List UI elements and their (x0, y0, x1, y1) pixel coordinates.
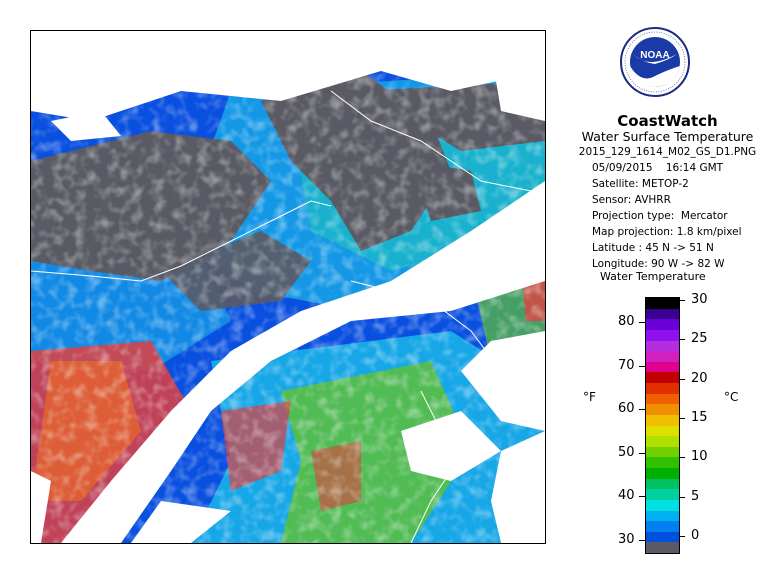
color-swatch (646, 521, 679, 532)
color-swatch (646, 372, 679, 383)
celsius-unit: °C (724, 390, 739, 404)
meta-sensor: Sensor: AVHRR (592, 194, 671, 206)
color-swatch (646, 426, 679, 437)
legend-title: Water Temperature (600, 270, 706, 283)
color-swatch (646, 298, 679, 309)
color-swatch (646, 341, 679, 352)
color-swatch (646, 351, 679, 362)
celsius-tick-label: 20 (691, 370, 708, 386)
celsius-tick-mark (679, 418, 685, 419)
fahrenheit-tick-label: 40 (618, 488, 635, 504)
meta-latitude: Latitude : 45 N -> 51 N (592, 242, 714, 254)
celsius-tick-label: 15 (691, 409, 708, 425)
fahrenheit-tick-label: 50 (618, 444, 635, 460)
celsius-tick-mark (679, 300, 685, 301)
meta-satellite: Satellite: METOP-2 (592, 178, 689, 190)
color-swatch (646, 319, 679, 330)
meta-map-projection: Map projection: 1.8 km/pixel (592, 226, 742, 238)
color-swatch (646, 309, 679, 320)
color-swatch (646, 362, 679, 373)
color-swatch (646, 457, 679, 468)
celsius-tick-mark (679, 536, 685, 537)
celsius-tick-mark (679, 339, 685, 340)
meta-datetime: 05/09/2015 16:14 GMT (592, 162, 724, 174)
image-filename: 2015_129_1614_M02_GS_D1.PNG (578, 146, 757, 158)
fahrenheit-tick-mark (639, 496, 645, 497)
meta-longitude: Longitude: 90 W -> 82 W (592, 258, 725, 270)
color-swatch (646, 468, 679, 479)
noaa-logo (619, 26, 691, 112)
brand-title: CoastWatch (617, 112, 718, 130)
celsius-tick-label: 30 (691, 292, 708, 307)
fahrenheit-tick-mark (639, 453, 645, 454)
celsius-tick-label: 0 (691, 527, 700, 543)
color-swatch (646, 489, 679, 500)
color-swatch (646, 447, 679, 458)
color-swatch (646, 394, 679, 405)
color-swatch (646, 511, 679, 522)
sst-map-image (31, 31, 545, 543)
celsius-tick-label: 5 (691, 488, 700, 504)
color-scale-bar (645, 297, 680, 554)
fahrenheit-tick-mark (639, 322, 645, 323)
fahrenheit-tick-mark (639, 540, 645, 541)
fahrenheit-unit: °F (583, 390, 596, 404)
color-swatch (646, 383, 679, 394)
fahrenheit-tick-label: 30 (618, 532, 635, 547)
color-swatch (646, 479, 679, 490)
fahrenheit-tick-mark (639, 366, 645, 367)
meta-projection-type: Projection type: Mercator (592, 210, 728, 222)
color-swatch (646, 404, 679, 415)
celsius-tick-mark (679, 379, 685, 380)
sst-map (30, 30, 546, 544)
product-title: Water Surface Temperature (581, 129, 754, 144)
color-swatch (646, 542, 679, 553)
celsius-tick-label: 25 (691, 331, 708, 347)
color-swatch (646, 330, 679, 341)
fahrenheit-tick-label: 70 (618, 357, 635, 373)
color-swatch (646, 500, 679, 511)
fahrenheit-tick-mark (639, 409, 645, 410)
color-swatch (646, 436, 679, 447)
celsius-tick-label: 10 (691, 449, 708, 465)
color-swatch (646, 532, 679, 543)
color-swatch (646, 415, 679, 426)
fahrenheit-tick-label: 80 (618, 314, 635, 329)
fahrenheit-tick-label: 60 (618, 401, 635, 417)
noaa-logo-text: NOAA (640, 50, 670, 61)
celsius-tick-mark (679, 457, 685, 458)
celsius-tick-mark (679, 497, 685, 498)
